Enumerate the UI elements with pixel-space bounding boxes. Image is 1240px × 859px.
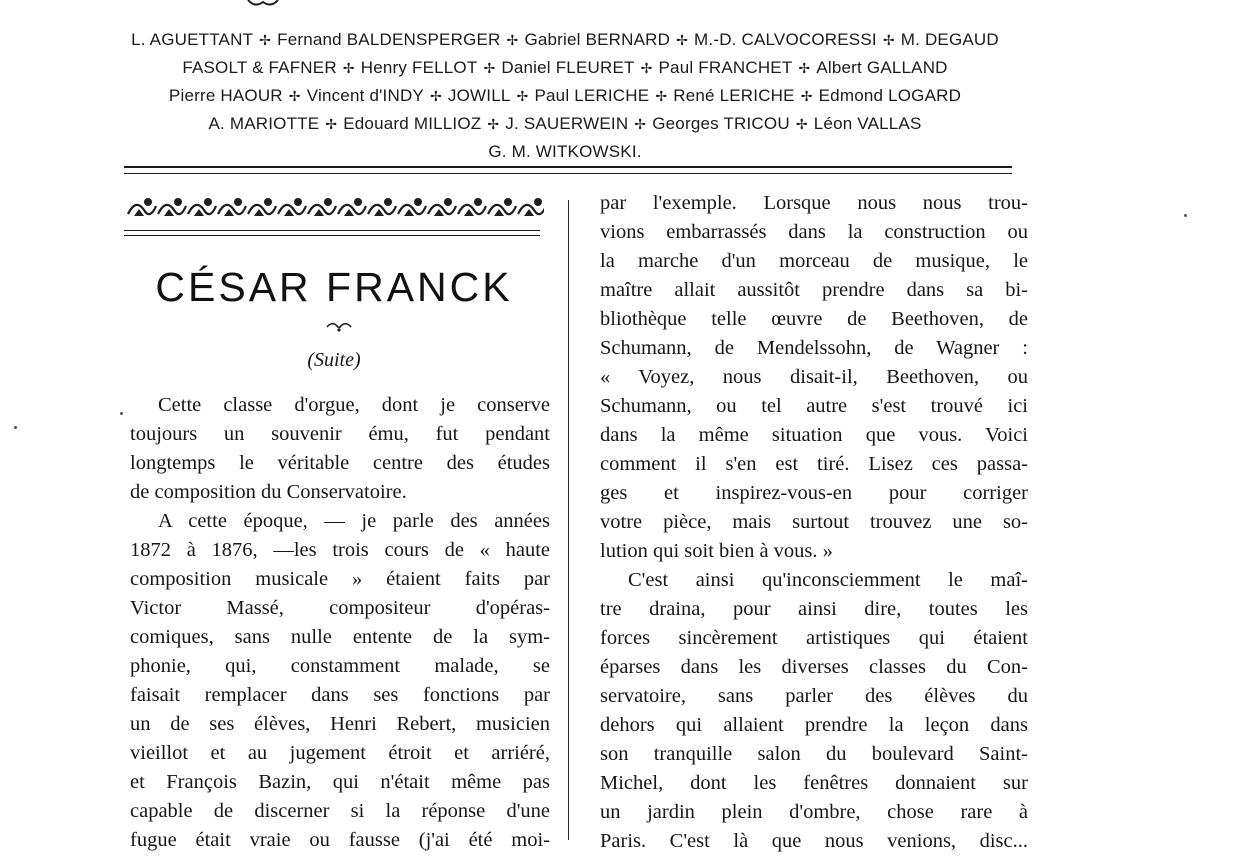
right-column-body	[600, 192, 1028, 859]
contributors-line	[110, 110, 1020, 138]
text-line: votre pièce, mais surtout trouvez une so-	[600, 511, 1028, 533]
vine-grape	[354, 198, 362, 206]
vine-stem	[398, 205, 426, 214]
contributor-name: A. MARIOTTE	[208, 114, 320, 133]
contributor-name: Paul FRANCHET	[658, 58, 793, 77]
contributor-name: Léon VALLAS	[813, 114, 922, 133]
separator-star-icon: ✢	[676, 32, 689, 48]
contributor-name: FASOLT & FAFNER	[182, 58, 337, 77]
contributor-name: G. M. WITKOWSKI.	[488, 142, 642, 161]
vine-leaf	[434, 209, 444, 216]
text-line: forces sincèrement artistiques qui étaient	[600, 627, 1028, 649]
separator-star-icon: ✢	[487, 116, 500, 132]
vine-leaf	[134, 209, 144, 216]
text-line: et François Bazin, qui n'était même pas	[130, 771, 550, 793]
contributor-name: Gabriel BERNARD	[524, 30, 671, 49]
text-line: vions embarrassés dans la construction ou	[600, 221, 1028, 243]
header-double-rule	[124, 166, 1012, 174]
text-line: ges et inspirez-vous-en pour corriger	[600, 482, 1028, 504]
scan-speck	[1184, 214, 1187, 217]
vine-leaf	[164, 209, 174, 216]
contributor-name: JOWILL	[447, 86, 511, 105]
text-line: longtemps le véritable centre des études	[130, 452, 550, 474]
text-line: la marche d'un morceau de musique, le	[600, 250, 1028, 272]
contributor-name: Fernand BALDENSPERGER	[277, 30, 501, 49]
vine-leaf	[194, 209, 204, 216]
text-line: capable de discerner si la réponse d'une	[130, 800, 550, 822]
separator-star-icon: ✢	[655, 88, 668, 104]
text-line: composition musicale » étaient faits par	[130, 568, 550, 590]
fleuron-ornament-icon	[246, 0, 280, 8]
text-line: Schumann, ou tel autre s'est trouvé ici	[600, 395, 1028, 417]
text-line: de composition du Conservatoire.	[130, 481, 407, 503]
contributors-line	[110, 82, 1020, 110]
text-line: C'est ainsi qu'inconsciemment le maî-	[628, 569, 1028, 591]
separator-star-icon: ✢	[325, 116, 338, 132]
vine-stem	[428, 205, 456, 214]
text-line: Paris. C'est là que nous venions, disc...	[600, 830, 1028, 852]
separator-star-icon: ✢	[795, 116, 808, 132]
vine-ornament-icon	[124, 192, 544, 228]
separator-star-icon: ✢	[483, 60, 496, 76]
contributor-name: Daniel FLEURET	[501, 58, 635, 77]
text-line: Victor Massé, compositeur d'opéras-	[130, 597, 550, 619]
contributor-name: L. AGUETTANT	[131, 30, 254, 49]
text-line: bliothèque telle œuvre de Beethoven, de	[600, 308, 1028, 330]
vine-grape	[474, 198, 482, 206]
separator-star-icon: ✢	[288, 88, 301, 104]
separator-star-icon: ✢	[259, 32, 272, 48]
text-line: un jardin plein d'ombre, chose rare à	[600, 801, 1028, 823]
contributor-name: René LERICHE	[673, 86, 795, 105]
vine-stem	[128, 205, 156, 214]
contributor-name: M.-D. CALVOCORESSI	[694, 30, 877, 49]
vine-leaf	[464, 209, 474, 216]
separator-star-icon: ✢	[882, 32, 895, 48]
vine-stem	[368, 205, 396, 214]
title-fleuron-icon	[324, 319, 354, 333]
text-line: Michel, dont les fenêtres donnaient sur	[600, 772, 1028, 794]
contributor-name: Albert GALLAND	[816, 58, 948, 77]
text-line: servatoire, sans parler des élèves du	[600, 685, 1028, 707]
separator-star-icon: ✢	[798, 60, 811, 76]
separator-star-icon: ✢	[634, 116, 647, 132]
text-line: éparses dans les diverses classes du Con-	[600, 656, 1028, 678]
text-line: fugue était vraie ou fausse (j'ai été moi-	[130, 829, 550, 851]
text-line: tre draina, pour ainsi dire, toutes les	[600, 598, 1028, 620]
separator-star-icon: ✢	[800, 88, 813, 104]
separator-star-icon: ✢	[506, 32, 519, 48]
text-line: un de ses élèves, Henri Rebert, musicien	[130, 713, 550, 735]
contributors-line	[110, 26, 1020, 54]
vine-leaf	[494, 209, 504, 216]
separator-star-icon: ✢	[516, 88, 529, 104]
vine-leaf	[314, 209, 324, 216]
text-line: toujours un souvenir ému, fut pendant	[130, 423, 550, 445]
contributor-name: Edouard MILLIOZ	[343, 114, 482, 133]
contributor-name: Georges TRICOU	[652, 114, 790, 133]
text-line: phonie, qui, constamment malade, se	[130, 655, 550, 677]
left-column-body	[130, 394, 550, 858]
column-divider	[568, 200, 569, 840]
separator-star-icon: ✢	[640, 60, 653, 76]
contributor-name: Vincent d'INDY	[306, 86, 424, 105]
vine-leaf	[344, 209, 354, 216]
text-line: dehors qui allaient prendre la leçon dans	[600, 714, 1028, 736]
text-line: 1872 à 1876, —les trois cours de « haute	[130, 539, 550, 561]
vine-grape	[384, 198, 392, 206]
text-line: par l'exemple. Lorsque nous nous trou-	[600, 192, 1028, 214]
vine-stem	[188, 205, 216, 214]
separator-star-icon: ✢	[429, 88, 442, 104]
ornament-band-rule	[124, 230, 540, 236]
vine-stem	[278, 205, 306, 214]
vine-grape	[204, 198, 212, 206]
text-line: maître allait aussitôt prendre dans sa bi-	[600, 279, 1028, 301]
contributors-list	[110, 26, 1020, 165]
vine-leaf	[374, 209, 384, 216]
vine-stem	[218, 205, 246, 214]
vine-leaf	[254, 209, 264, 216]
vine-stem	[308, 205, 336, 214]
vine-leaf	[524, 209, 534, 216]
vine-stem	[458, 205, 486, 214]
vine-leaf	[404, 209, 414, 216]
vine-leaf	[224, 209, 234, 216]
vine-grape	[264, 198, 272, 206]
text-line: comiques, sans nulle entente de la sym-	[130, 626, 550, 648]
contributor-name: M. DEGAUD	[900, 30, 999, 49]
contributor-name: Pierre HAOUR	[168, 86, 283, 105]
vine-grape	[174, 198, 182, 206]
text-line: Cette classe d'orgue, dont je conserve	[158, 394, 550, 416]
contributors-line	[110, 54, 1020, 82]
contributor-name: J. SAUERWEIN	[505, 114, 629, 133]
vine-grape	[444, 198, 452, 206]
left-column	[124, 192, 554, 851]
contributor-name: Edmond LOGARD	[818, 86, 962, 105]
scan-speck	[14, 426, 17, 429]
vine-grape	[534, 198, 542, 206]
header-fragment	[0, 0, 1240, 8]
vine-leaf	[284, 209, 294, 216]
text-line: comment il s'en est tiré. Lisez ces passa-	[600, 453, 1028, 475]
text-line: dans la même situation que vous. Voici	[600, 424, 1028, 446]
vine-grape	[414, 198, 422, 206]
vine-stem	[248, 205, 276, 214]
contributor-name: Paul LERICHE	[534, 86, 650, 105]
text-line: faisait remplacer dans ses fonctions par	[130, 684, 550, 706]
text-line: lution qui soit bien à vous. »	[600, 540, 833, 562]
scan-speck	[120, 412, 123, 415]
contributor-name: Henry FELLOT	[360, 58, 478, 77]
vine-stem	[158, 205, 186, 214]
vine-stem	[488, 205, 516, 214]
vine-grape	[324, 198, 332, 206]
contributors-line	[110, 138, 1020, 165]
ornament-band	[124, 192, 544, 240]
text-line: « Voyez, nous disait-il, Beethoven, ou	[600, 366, 1028, 388]
vine-stem	[338, 205, 366, 214]
separator-star-icon: ✢	[342, 60, 355, 76]
article-title: CÉSAR FRANCK	[155, 264, 513, 310]
article-subtitle: (Suite)	[307, 349, 361, 371]
text-line: vieillot et au jugement étroit et arriéré,	[130, 742, 550, 764]
text-line: Schumann, de Mendelssohn, de Wagner :	[600, 337, 1028, 359]
vine-grape	[504, 198, 512, 206]
vine-grape	[144, 198, 152, 206]
text-line: son tranquille salon du boulevard Saint-	[600, 743, 1028, 765]
vine-grape	[234, 198, 242, 206]
vine-grape	[294, 198, 302, 206]
text-line: A cette époque, — je parle des années	[158, 510, 550, 532]
